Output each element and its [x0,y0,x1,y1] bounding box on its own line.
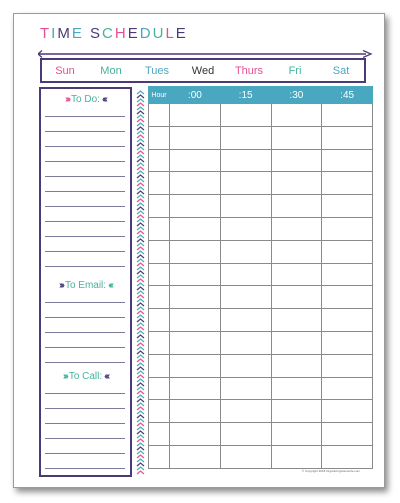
time-slot-cell[interactable] [322,354,373,377]
hour-cell[interactable] [149,104,170,127]
time-slot-cell[interactable] [322,217,373,240]
time-slot-cell[interactable] [271,400,322,423]
time-slot-cell[interactable] [322,172,373,195]
time-slot-cell[interactable] [220,445,271,468]
hour-cell[interactable] [149,423,170,446]
writing-line [45,438,125,439]
hour-header: Hour [149,87,170,104]
chevron-mark [137,115,144,118]
chevron-mark [137,147,144,150]
title-letter: E [71,25,84,42]
time-slot-cell[interactable] [170,400,221,423]
writing-line [45,116,125,117]
day-label: Tues [144,64,170,77]
time-slot-cell[interactable] [322,286,373,309]
chevron-mark [137,467,144,470]
chevron-mark [137,219,144,222]
time-slot-cell[interactable] [170,331,221,354]
chevron-mark [137,95,144,98]
writing-line [45,176,125,177]
chevron-mark [137,439,144,442]
time-slot-cell[interactable] [170,445,221,468]
time-slot-cell[interactable] [220,331,271,354]
chevron-mark [137,431,144,434]
hour-cell[interactable] [149,286,170,309]
time-slot-cell[interactable] [322,377,373,400]
chevron-mark [137,199,144,202]
chevron-mark [137,295,144,298]
chevron-mark [137,251,144,254]
minute-column-header: :30 [271,87,322,104]
chevron-mark [137,411,144,414]
planner-page [13,13,385,488]
time-row [149,286,373,309]
email-header [41,278,130,292]
time-slot-cell[interactable] [220,217,271,240]
time-row [149,104,373,127]
writing-line [45,236,125,237]
time-slot-cell[interactable] [271,217,322,240]
chevron-mark [137,415,144,418]
chevron-mark [137,471,144,474]
time-slot-cell[interactable] [220,377,271,400]
time-slot-cell[interactable] [170,354,221,377]
chevron-right-icon: ››› [65,93,70,105]
chevron-mark [137,351,144,354]
time-slot-cell[interactable] [322,104,373,127]
chevron-mark [137,355,144,358]
todo-header [41,92,130,106]
chevron-mark [137,403,144,406]
hour-cell[interactable] [149,217,170,240]
time-slot-cell[interactable] [220,263,271,286]
copyright-text: © Copyright 2018 OrganizingHomeLife.com [301,469,360,473]
writing-line [45,317,125,318]
chevron-mark [137,167,144,170]
time-slot-cell[interactable] [322,263,373,286]
chevron-mark [137,163,144,166]
time-slot-cell[interactable] [271,354,322,377]
time-slot-cell[interactable] [220,149,271,172]
time-slot-cell[interactable] [170,240,221,263]
title-letter: H [114,25,128,42]
task-sidebar [39,87,132,477]
chevron-stripe-icon [136,89,145,477]
time-slot-cell[interactable] [271,195,322,218]
hour-cell[interactable] [149,172,170,195]
writing-line [45,266,125,267]
time-slot-cell[interactable] [271,263,322,286]
chevron-mark [137,435,144,438]
time-row [149,217,373,240]
time-slot-cell[interactable] [271,331,322,354]
writing-line [45,332,125,333]
chevron-mark [137,91,144,94]
chevron-mark [137,315,144,318]
chevron-mark [137,287,144,290]
writing-line [45,191,125,192]
chevron-mark [137,335,144,338]
call-header [41,369,130,383]
time-row [149,126,373,149]
time-slot-cell[interactable] [271,377,322,400]
chevron-mark [137,427,144,430]
chevron-mark [137,179,144,182]
writing-line [45,362,125,363]
time-slot-cell[interactable] [170,104,221,127]
chevron-mark [137,263,144,266]
time-slot-cell[interactable] [170,377,221,400]
chevron-mark [137,203,144,206]
chevron-mark [137,299,144,302]
time-slot-cell[interactable] [271,172,322,195]
chevron-left-icon: ‹‹‹ [108,279,113,291]
day-label: Mon [100,64,122,77]
chevron-mark [137,395,144,398]
chevron-mark [137,455,144,458]
chevron-mark [137,423,144,426]
chevron-mark [137,343,144,346]
hour-cell[interactable] [149,354,170,377]
chevron-mark [137,363,144,366]
chevron-mark [137,139,144,142]
hour-cell[interactable] [149,400,170,423]
time-slot-cell[interactable] [322,309,373,332]
chevron-mark [137,271,144,274]
day-label: Fri [288,64,302,77]
writing-line [45,408,125,409]
chevron-mark [137,223,144,226]
time-slot-cell[interactable] [170,423,221,446]
title-letter: T [40,25,52,42]
page-title [40,25,188,42]
chevron-mark [137,207,144,210]
time-slot-cell[interactable] [170,172,221,195]
chevron-mark [137,159,144,162]
chevron-mark [137,227,144,230]
chevron-mark [137,347,144,350]
writing-line [45,302,125,303]
chevron-mark [137,155,144,158]
chevron-mark [137,135,144,138]
time-slot-cell[interactable] [322,400,373,423]
title-letter: C [102,25,115,42]
minute-column-header: :00 [170,87,221,104]
todo-label: To Do: [71,93,100,105]
chevron-mark [137,339,144,342]
title-letter: E [127,25,140,42]
weekday-bar [40,58,366,83]
time-row [149,354,373,377]
chevron-mark [137,279,144,282]
chevron-mark [137,259,144,262]
time-slot-cell[interactable] [170,263,221,286]
day-label: Sat [332,64,350,77]
chevron-mark [137,187,144,190]
writing-line [45,468,125,469]
chevron-mark [137,327,144,330]
chevron-right-icon: ››› [62,370,67,382]
chevron-mark [137,367,144,370]
time-slot-cell[interactable] [170,217,221,240]
hour-cell[interactable] [149,263,170,286]
hour-cell[interactable] [149,377,170,400]
chevron-mark [137,111,144,114]
chevron-left-icon: ‹‹‹ [101,93,106,105]
chevron-mark [137,175,144,178]
chevron-mark [137,143,144,146]
chevron-mark [137,99,144,102]
time-slot-cell[interactable] [322,331,373,354]
title-letter: M [57,25,72,42]
chevron-mark [137,103,144,106]
chevron-mark [137,267,144,270]
chevron-mark [137,239,144,242]
title-letter: L [165,25,176,42]
writing-line [45,453,125,454]
chevron-mark [137,371,144,374]
chevron-mark [137,231,144,234]
time-slot-cell[interactable] [271,126,322,149]
chevron-mark [137,283,144,286]
chevron-mark [137,383,144,386]
chevron-mark [137,331,144,334]
chevron-mark [137,407,144,410]
hour-cell[interactable] [149,126,170,149]
writing-line [45,251,125,252]
chevron-mark [137,123,144,126]
chevron-mark [137,319,144,322]
time-slot-cell[interactable] [271,104,322,127]
time-grid [148,86,373,469]
title-letter: E [175,25,188,42]
chevron-mark [137,419,144,422]
time-slot-cell[interactable] [170,309,221,332]
minute-column-header: :45 [322,87,373,104]
chevron-mark [137,151,144,154]
chevron-mark [137,291,144,294]
time-slot-cell[interactable] [322,240,373,263]
chevron-mark [137,107,144,110]
time-slot-cell[interactable] [271,286,322,309]
chevron-mark [137,303,144,306]
chevron-mark [137,255,144,258]
chevron-mark [137,307,144,310]
chevron-mark [137,131,144,134]
chevron-mark [137,391,144,394]
chevron-mark [137,387,144,390]
chevron-mark [137,211,144,214]
time-slot-cell[interactable] [271,149,322,172]
hour-cell[interactable] [149,195,170,218]
chevron-mark [137,311,144,314]
time-slot-cell[interactable] [220,195,271,218]
time-slot-cell[interactable] [170,286,221,309]
time-slot-cell[interactable] [322,149,373,172]
writing-line [45,347,125,348]
writing-line [45,393,125,394]
chevron-mark [137,399,144,402]
time-row [149,400,373,423]
day-label: Sun [55,64,75,77]
time-slot-cell[interactable] [271,445,322,468]
chevron-mark [137,379,144,382]
chevron-mark [137,247,144,250]
time-slot-cell[interactable] [322,445,373,468]
time-slot-cell[interactable] [220,104,271,127]
writing-line [45,146,125,147]
time-row [149,149,373,172]
time-slot-cell[interactable] [170,149,221,172]
time-slot-cell[interactable] [220,400,271,423]
hour-cell[interactable] [149,149,170,172]
writing-line [45,221,125,222]
chevron-mark [137,191,144,194]
hour-cell[interactable] [149,331,170,354]
hour-cell[interactable] [149,445,170,468]
chevron-mark [137,463,144,466]
chevron-mark [137,127,144,130]
writing-line [45,423,125,424]
chevron-mark [137,459,144,462]
time-slot-cell[interactable] [322,423,373,446]
day-label: Thurs [234,64,264,77]
hour-cell[interactable] [149,309,170,332]
title-letter: S [90,25,103,42]
time-slot-cell[interactable] [220,286,271,309]
time-row [149,423,373,446]
time-slot-cell[interactable] [271,309,322,332]
time-slot-cell[interactable] [322,195,373,218]
chevron-mark [137,235,144,238]
chevron-mark [137,359,144,362]
title-letter: D [139,25,153,42]
time-slot-cell[interactable] [220,423,271,446]
title-letter: U [152,25,166,42]
chevron-mark [137,243,144,246]
writing-line [45,131,125,132]
chevron-mark [137,451,144,454]
time-row [149,240,373,263]
time-row [149,377,373,400]
chevron-mark [137,447,144,450]
time-row [149,309,373,332]
grid-header-row [149,87,373,104]
time-slot-cell[interactable] [220,354,271,377]
time-slot-cell[interactable] [271,423,322,446]
chevron-mark [137,171,144,174]
writing-line [45,161,125,162]
time-row [149,195,373,218]
chevron-right-icon: ››› [58,279,63,291]
time-row [149,331,373,354]
time-slot-cell[interactable] [322,126,373,149]
time-slot-cell[interactable] [220,309,271,332]
chevron-mark [137,323,144,326]
chevron-mark [137,119,144,122]
time-slot-cell[interactable] [271,240,322,263]
time-slot-cell[interactable] [170,195,221,218]
day-label: Wed [191,64,215,77]
time-row [149,172,373,195]
chevron-mark [137,375,144,378]
minute-column-header: :15 [220,87,271,104]
time-slot-cell[interactable] [220,240,271,263]
title-letter: I [51,25,58,42]
time-slot-cell[interactable] [220,126,271,149]
email-label: To Email: [64,279,107,291]
chevron-mark [137,183,144,186]
chevron-mark [137,195,144,198]
time-row [149,445,373,468]
call-label: To Call: [68,370,103,382]
chevron-mark [137,443,144,446]
hour-cell[interactable] [149,240,170,263]
chevron-left-icon: ‹‹‹ [104,370,109,382]
title-arrow-icon [38,50,374,58]
chevron-mark [137,275,144,278]
writing-line [45,206,125,207]
time-slot-cell[interactable] [220,172,271,195]
time-slot-cell[interactable] [170,126,221,149]
chevron-mark [137,215,144,218]
time-row [149,263,373,286]
